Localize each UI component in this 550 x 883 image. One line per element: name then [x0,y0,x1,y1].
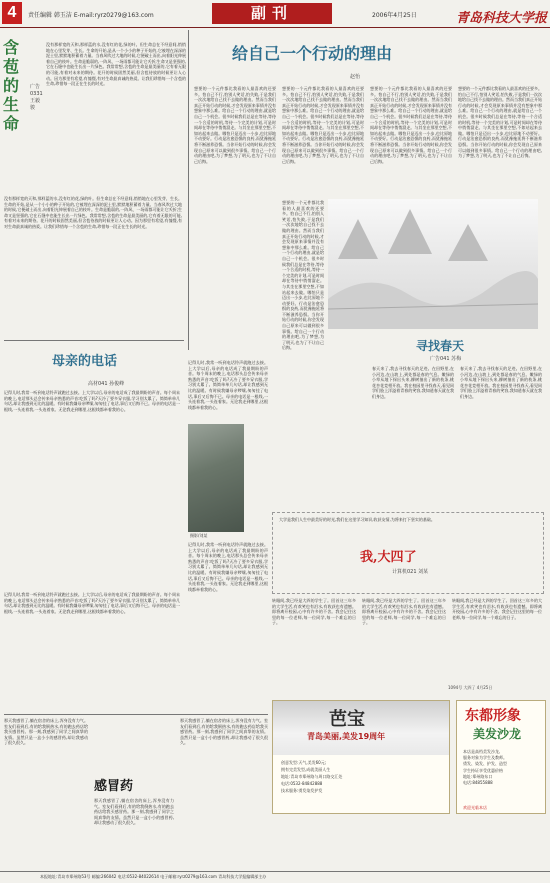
big-four-body-2: 转眼间,我已经是大四的学生了。回首这三年多的大学生活,有欢笑也有泪水,有收获也有遗憾。即将离开校园,心中有许多的不舍。我会记住这里的每一位老师,每一位同学,每一个难忘的日子。 [362,598,446,626]
ad-line: 技术服务:烫发染发护发 [281,788,323,793]
main-article-col5: 想要的一个元件都比我看的人最喜欢的还要多。怕自己不行,怕别人笑话,怕失败,于是我们一次次地给自己找不去做的理由。然而当我们真正开始行动的时候,才会发现原来事情并没有想象中那么难。给自己一个行动的理由,就是给自己一个机会。很多时候我们总是在等待,等待一个合适的时机,等待一个完美的计划,可是时间却在等待中悄悄溜走。与其坐在那里空想,不如站起来去做。哪怕只是迈出一小步,也比原地不动要好。行动是治愈恐惧的良药,而犹豫拖延将不断滋养恐惧。当你开始行动的时候,你会发现自己原来可以做到很多事情。给自己一个行动的理由吧,为了梦想,为了明天,也为了不让自己后悔。 [282,200,324,350]
mother-call-body-4: 记得儿时,我常一听到电话铃声就跑过去接。上大学以后,母亲的电话成了我最期盼的声音。每个周末的晚上,电话那头总会传来母亲熟悉的声音:吃饭了吗?天冷了要多穿衣服,学习别太累了。简简单单几句话,却让我感到无比的温暖。有时候我嫌母亲啰嗦,匆匆挂了电话,事后又后悔不已。母亲的电话是一根线,一头连着我,一头连着家。无论我走到哪里,这根线都牵着我的心。 [188,542,268,592]
editor-info: 责任编辑 韩玉洁 E-mail:ryrz0279@163.com [28,12,154,19]
ad2-line: 烫发、染发、护发、造型 [463,761,507,767]
photo-caption: 摄影/刘某 [190,533,208,538]
gratitude-body-2: 那天我感冒了,躺在宿舍的床上,浑身没有力气。室友们看到后,有的给我倒热水,有的跑去药店给我买感冒药。那一刻,我感到了同学之间真挚的友情。虽然只是一盒小小的感冒药,却让我感动了很久很久。 [94,798,174,826]
photo-essay-body-2: 春天来了,我去寻找春天的足迹。在田野里,在小河边,在山坡上,到处都是春的气息。嫩绿的小草从地下探出头来,柳树抽出了新的枝条,桃花杏花竞相开放。我在校园里寻找春天,看见同学们脸上洋溢着青春的笑容,我知道春天就在我们身边。 [460,366,542,399]
section-title: 副刊 [212,3,332,24]
wetland-photo [328,199,538,329]
page-header [0,0,550,28]
ad2-subtitle: 美发沙龙 [473,727,522,741]
footer-rule [0,871,550,872]
ad-line: 电话:0532-84842888 [281,781,323,786]
article-body-continued: 没有那样宽的天和,那样蓝的水,没有红的花,绿的叶。但生命总在不经意间,悄悄地在心里发芽、生长。生命的开始,是从一个小小的种子开始的,它被埋在深深的泥土里,默默地积蓄着力量。当春风吹过大地的时候,它便破土而出,向着阳光伸展着自己的枝叶。生命是脆弱的,一阵风、一场雨都可能让它夭折;生命又是坚强的,它在石缝中也能生长出一片绿色。我常常想,含苞的生命是最美丽的,它有着无限的可能,有着对未来的期待。花开的时候固然美丽,但含苞待放的时候更让人心动。因为那里有希望,有憧憬,有对生命最真诚的热爱。让我们珍惜每一个含苞的生命,珍惜每一段正在生长的时光。 [4,196,182,229]
salon-ad[interactable] [272,700,450,814]
wetland-scene-icon [328,199,538,329]
column-divider [188,30,189,350]
page-footer: 本报地址:青岛市郑州路53号 邮编:266042 电话:0532-84022614 电子邮箱:ryrz0279@163.com 青岛科技大学报编辑部主办 [40,874,267,879]
mother-call-body: 记得儿时,我常一听到电话铃声就跑过去接。上大学以后,母亲的电话成了我最期盼的声音。每个周末的晚上,电话那头总会传来母亲熟悉的声音:吃饭了吗?天冷了要多穿衣服,学习别太累了。简简单单几句话,却让我感到无比的温暖。有时候我嫌母亲啰嗦,匆匆挂了电话,事后又后悔不已。母亲的电话是一根线,一头连着我,一头连着家。无论我走到哪里,这根线都牵着我的心。 [4,390,180,412]
mother-call-body-3: 记得儿时,我常一听到电话铃声就跑过去接。上大学以后,母亲的电话成了我最期盼的声音。每个周末的晚上,电话那头总会传来母亲熟悉的声音:吃饭了吗?天冷了要多穿衣服,学习别太累了。简简单单几句话,却让我感到无比的温暖。有时候我嫌母亲啰嗦,匆匆挂了电话,事后又后悔不已。母亲的电话是一根线,一头连着我,一头连着家。无论我走到哪里,这根线都牵着我的心。 [188,360,268,410]
issue-date: 2006年4月25日 [372,12,417,19]
section-divider [4,714,268,715]
paper-name: 青岛科技大学报 [456,11,548,26]
main-article-col2: 想要的一个元件都比我看的人最喜欢的还要多。怕自己不行,怕别人笑话,怕失败,于是我们一次次地给自己找不去做的理由。然而当我们真正开始行动的时候,才会发现原来事情并没有想象中那么难。给自己一个行动的理由,就是给自己一个机会。很多时候我们总是在等待,等待一个合适的时机,等待一个完美的计划,可是时间却在等待中悄悄溜走。与其坐在那里空想,不如站起来去做。哪怕只是迈出一小步,也比原地不动要好。行动是治愈恐惧的良药,而犹豫拖延将不断滋养恐惧。当你开始行动的时候,你会发现自己原来可以做到很多事情。给自己一个行动的理由吧,为了梦想,为了明天,也为了不让自己后悔。 [282,86,364,164]
photo-essay-body: 春天来了,我去寻找春天的足迹。在田野里,在小河边,在山坡上,到处都是春的气息。嫩绿的小草从地下探出头来,柳树抽出了新的枝条,桃花杏花竞相开放。我在校园里寻找春天,看见同学们脸上洋溢着青春的笑容,我知道春天就在我们身边。 [372,366,454,399]
big-four-author: 计算机021 刘某 [392,569,429,575]
ad-slogan: 青岛美丽,美发19周年 [307,732,386,741]
ad2-line: 地址:郑州路东口 [463,773,493,779]
page-number-badge: 4 [2,2,22,24]
ad2-line: 服务对象为学生及教师。 [463,755,507,761]
article-byline: 广告0331 王毅骏 [30,84,43,111]
main-article-col3: 想要的一个元件都比我看的人最喜欢的还要多。怕自己不行,怕别人笑话,怕失败,于是我们一次次地给自己找不去做的理由。然而当我们真正开始行动的时候,才会发现原来事情并没有想象中那么难。给自己一个行动的理由,就是给自己一个机会。很多时候我们总是在等待,等待一个合适的时机,等待一个完美的计划,可是时间却在等待中悄悄溜走。与其坐在那里空想,不如站起来去做。哪怕只是迈出一小步,也比原地不动要好。行动是治愈恐惧的良药,而犹豫拖延将不断滋养恐惧。当你开始行动的时候,你会发现自己原来可以做到很多事情。给自己一个行动的理由吧,为了梦想,为了明天,也为了不让自己后悔。 [370,86,452,164]
article-body: 没有那样宽的天和,那样蓝的水,没有红的花,绿的叶。但生命总在不经意间,悄悄地在心里发芽、生长。生命的开始,是从一个小小的种子开始的,它被埋在深深的泥土里,默默地积蓄着力量。当春风吹过大地的时候,它便破土而出,向着阳光伸展着自己的枝叶。生命是脆弱的,一阵风、一场雨都可能让它夭折;生命又是坚强的,它在石缝中也能生长出一片绿色。我常常想,含苞的生命是最美丽的,它有着无限的可能,有着对未来的期待。花开的时候固然美丽,但含苞待放的时候更让人心动。因为那里有希望,有憧憬,有对生命最真诚的热爱。让我们珍惜每一个含苞的生命,珍惜每一段正在生长的时光。 [46,42,186,87]
photo-essay-title: 寻找春天 [416,339,465,353]
portrait-photo [188,424,244,532]
big-four-title: 我,大四了 [360,550,417,565]
big-four-body: 转眼间,我已经是大四的学生了。回首这三年多的大学生活,有欢笑也有泪水,有收获也有遗憾。即将离开校园,心中有许多的不舍。我会记住这里的每一位老师,每一位同学,每一个难忘的日子。 [272,598,356,626]
article-title-vertical: 含苞的生命 [3,38,20,133]
section-divider [4,340,184,341]
photo-essay-author: 广告041 苏梅 [430,356,462,362]
ad-details [281,759,441,794]
ad2-line: 本店是高档美发沙龙, [463,749,501,754]
ad2-footer: 欢迎光临本店 [463,805,487,810]
mother-call-title: 母亲的电话 [52,354,118,369]
side-note: 1094号 大四了 4月25日 [448,685,493,690]
gratitude-title: 感冒药 [94,779,134,794]
ad2-details [463,749,541,786]
ad-line: 创意发型:天气,美发60元; [281,760,327,765]
dongdu-salon-ad[interactable] [456,700,546,814]
ad-line: 拥有完美发型,成就美丽人生 [281,767,331,772]
gratitude-body-3: 那天我感冒了,躺在宿舍的床上,浑身没有力气。室友们看到后,有的给我倒热水,有的跑去药店给我买感冒药。那一刻,我感到了同学之间真挚的友情。虽然只是一盒小小的感冒药,却让我感动了很久很久。 [180,718,268,746]
main-article-title: 给自己一个行动的理由 [232,44,393,63]
main-article-author: 赵怡 [350,74,361,80]
ad-logo: 芭宝 [329,709,365,730]
mother-call-author: 高材041 孙俊峰 [88,381,125,387]
ad2-line: 电话:84855888 [463,780,493,786]
ad2-line: 学生持证享受优惠价格 [463,767,503,773]
main-article-col4: 想要的一个元件都比我看的人最喜欢的还要多。怕自己不行,怕别人笑话,怕失败,于是我们一次次地给自己找不去做的理由。然而当我们真正开始行动的时候,才会发现原来事情并没有想象中那么难。给自己一个行动的理由,就是给自己一个机会。很多时候我们总是在等待,等待一个合适的时机,等待一个完美的计划,可是时间却在等待中悄悄溜走。与其坐在那里空想,不如站起来去做。哪怕只是迈出一小步,也比原地不动要好。行动是治愈恐惧的良药,而犹豫拖延将不断滋养恐惧。当你开始行动的时候,你会发现自己原来可以做到很多事情。给自己一个行动的理由吧,为了梦想,为了明天,也为了不让自己后悔。 [458,86,542,159]
mother-call-body-2: 记得儿时,我常一听到电话铃声就跑过去接。上大学以后,母亲的电话成了我最期盼的声音。每个周末的晚上,电话那头总会传来母亲熟悉的声音:吃饭了吗?天冷了要多穿衣服,学习别太累了。简简单单几句话,却让我感到无比的温暖。有时候我嫌母亲啰嗦,匆匆挂了电话,事后又后悔不已。母亲的电话是一根线,一头连着我,一头连着家。无论我走到哪里,这根线都牵着我的心。 [4,592,180,614]
ad2-title: 东都形象 [465,708,521,724]
ad-line: 地址:青岛市郑州路与周口路交汇处 [281,774,343,779]
big-four-body-3: 转眼间,我已经是大四的学生了。回首这三年多的大学生活,有欢笑也有泪水,有收获也有遗憾。即将离开校园,心中有许多的不舍。我会记住这里的每一位老师,每一位同学,每一个难忘的日子。 [452,598,542,620]
main-article-col1: 想要的一个元件都比我看的人最喜欢的还要多。怕自己不行,怕别人笑话,怕失败,于是我们一次次地给自己找不去做的理由。然而当我们真正开始行动的时候,才会发现原来事情并没有想象中那么难。给自己一个行动的理由,就是给自己一个机会。很多时候我们总是在等待,等待一个合适的时机,等待一个完美的计划,可是时间却在等待中悄悄溜走。与其坐在那里空想,不如站起来去做。哪怕只是迈出一小步,也比原地不动要好。行动是治愈恐惧的良药,而犹豫拖延将不断滋养恐惧。当你开始行动的时候,你会发现自己原来可以做到很多事情。给自己一个行动的理由吧,为了梦想,为了明天,也为了不让自己后悔。 [194,86,276,164]
quote-text: 大学是我们人生中最美好的时光,我们在这里学习知识,收获友情,为将来打下坚实的基础。 [279,517,435,522]
gratitude-body: 那天我感冒了,躺在宿舍的床上,浑身没有力气。室友们看到后,有的给我倒热水,有的跑去药店给我买感冒药。那一刻,我感到了同学之间真挚的友情。虽然只是一盒小小的感冒药,却让我感动了很久很久。 [4,718,88,746]
